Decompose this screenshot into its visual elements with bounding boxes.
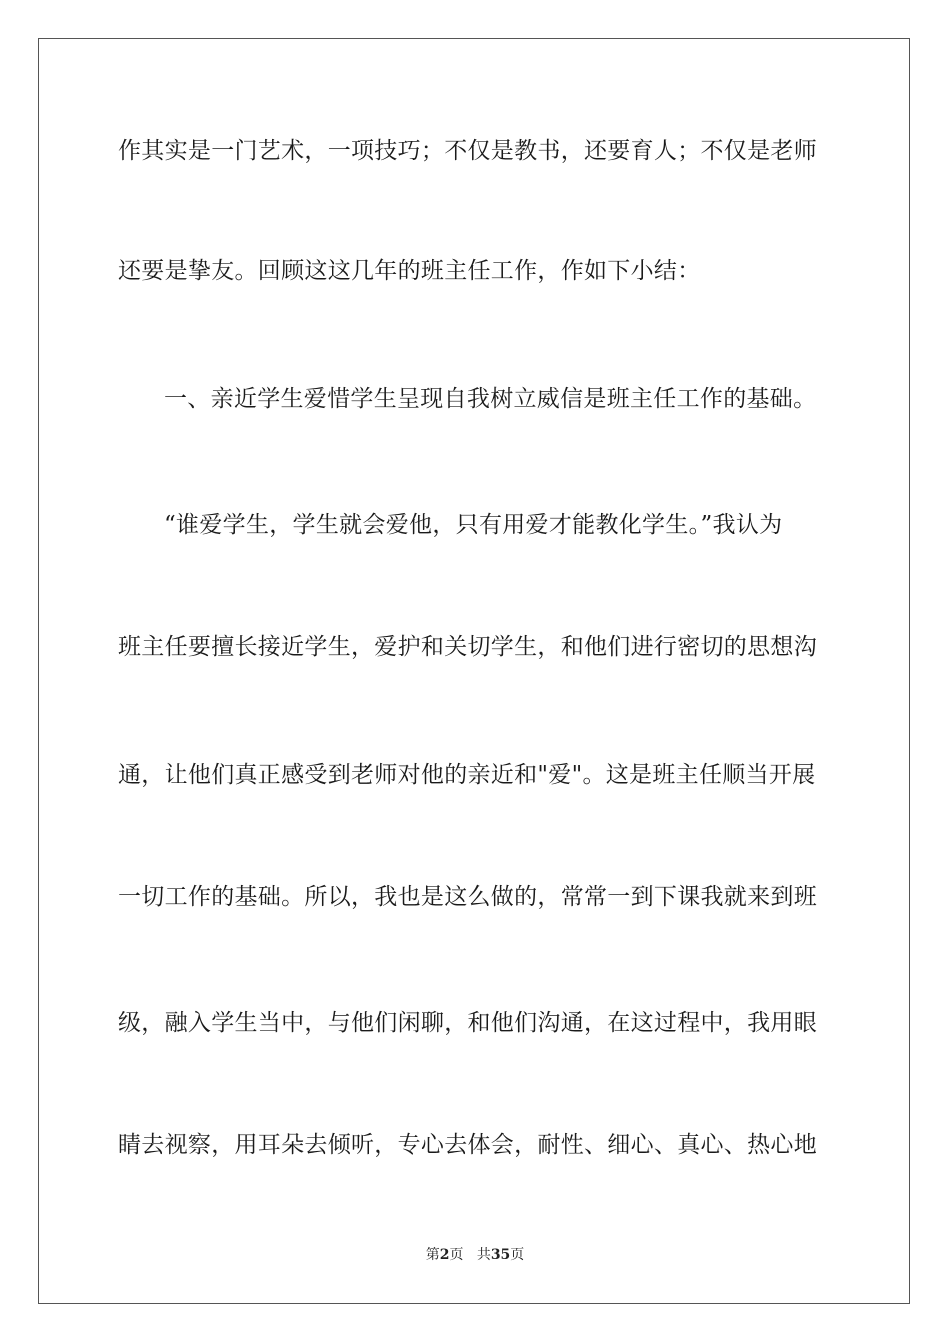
page-footer xyxy=(0,1245,950,1265)
footer-total-prefix: 共 xyxy=(476,1247,491,1263)
text-line-2: 还要是挚友。回顾这这几年的班主任工作，作如下小结： xyxy=(118,258,701,284)
text-line-4: “谁爱学生，学生就会爱他，只有用爱才能教化学生。”我认为 xyxy=(164,512,783,538)
text-line-9: 睛去视察，用耳朵去倾听，专心去体会，耐性、细心、真心、热心地 xyxy=(118,1132,817,1158)
footer-prefix: 第 xyxy=(425,1247,440,1263)
text-line-6: 通，让他们真正感受到老师对他的亲近和"爱"。这是班主任顺当开展 xyxy=(118,762,816,788)
text-line-7: 一切工作的基础。所以，我也是这么做的，常常一到下课我就来到班 xyxy=(118,884,817,910)
text-line-5: 班主任要擅长接近学生，爱护和关切学生，和他们进行密切的思想沟 xyxy=(118,634,817,660)
current-page-number: 2 xyxy=(439,1247,450,1263)
footer-page-suffix: 页 xyxy=(449,1247,464,1263)
section-heading: 一、亲近学生爱惜学生呈现自我树立威信是班主任工作的基础。 xyxy=(164,386,817,412)
total-page-count: 35 xyxy=(490,1247,511,1263)
text-line-8: 级，融入学生当中，与他们闲聊，和他们沟通，在这过程中，我用眼 xyxy=(118,1010,817,1036)
page-border xyxy=(38,38,910,1304)
footer-total-suffix: 页 xyxy=(510,1247,525,1263)
text-line-1: 作其实是一门艺术，一项技巧；不仅是教书，还要育人；不仅是老师 xyxy=(118,138,817,164)
